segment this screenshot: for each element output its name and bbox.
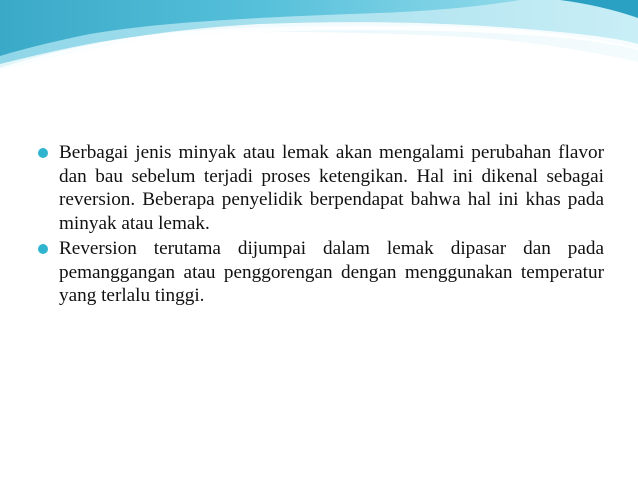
bullet-dot-icon bbox=[38, 244, 48, 254]
bullet-text-2: Reversion terutama dijumpai dalam lemak dipasar dan pada pemanggangan atau penggorengan dengan menggunakan temperatur yang terlalu tinggi. bbox=[59, 238, 604, 306]
bullet-list bbox=[38, 141, 604, 310]
bullet-text-1: Berbagai jenis minyak atau lemak akan mengalami perubahan flavor dan bau sebelum terjadi proses ketengikan. Hal ini dikenal sebagai reversion. Beberapa penyelidik berpendapat bahwa hal ini khas pada minyak atau lemak. bbox=[59, 142, 604, 234]
bullet-item-2 bbox=[38, 237, 604, 308]
header-wave-decoration bbox=[0, 0, 638, 80]
bullet-item-1 bbox=[38, 141, 604, 235]
bullet-dot-icon bbox=[38, 148, 48, 158]
